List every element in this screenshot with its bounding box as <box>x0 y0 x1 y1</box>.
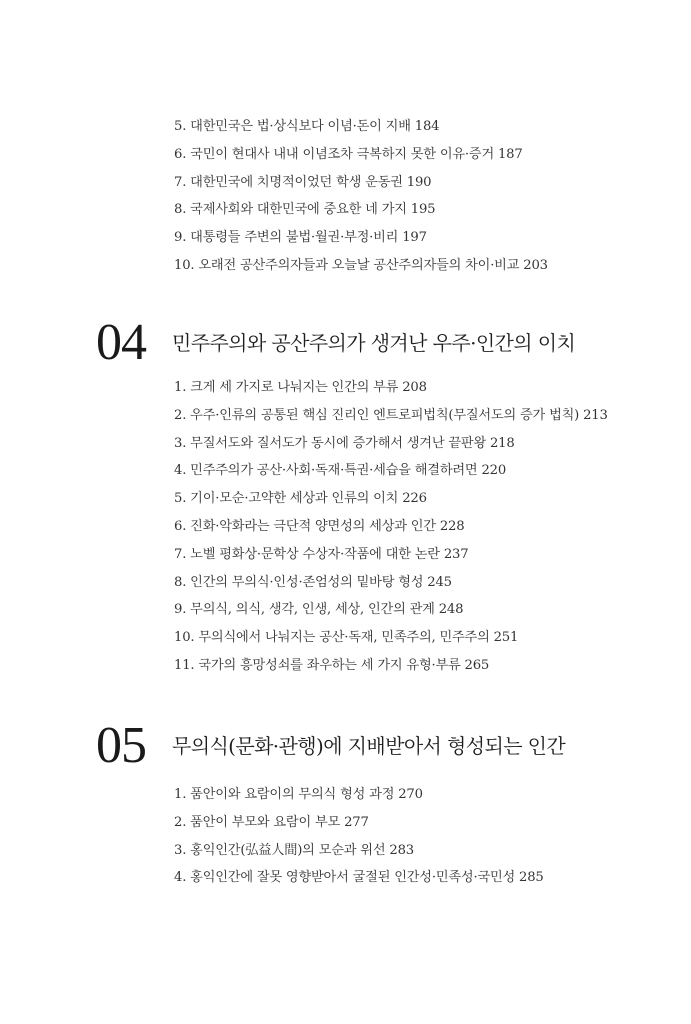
toc-list-chapter-05 <box>174 781 674 892</box>
toc-entry[interactable]: 10. 무의식에서 나눠지는 공산·독재, 민족주의, 민주주의 251 <box>174 630 519 646</box>
toc-entry[interactable]: 5. 기이·모순·고약한 세상과 인류의 이치 226 <box>174 491 427 507</box>
chapter-heading-05 <box>96 717 566 774</box>
toc-entry[interactable]: 9. 무의식, 의식, 생각, 인생, 세상, 인간의 관계 248 <box>174 602 464 618</box>
chapter-heading-04 <box>96 314 576 371</box>
chapter-title[interactable]: 민주주의와 공산주의가 생겨난 우주·인간의 이치 <box>172 330 576 355</box>
chapter-number: 05 <box>96 717 146 774</box>
toc-entry[interactable]: 7. 노벨 평화상·문학상 수상자·작품에 대한 논란 237 <box>174 546 469 562</box>
toc-entry[interactable]: 4. 민주주의가 공산·사회·독재·특권·세습을 해결하려면 220 <box>174 463 507 479</box>
toc-entry[interactable]: 8. 국제사회와 대한민국에 중요한 네 가지 195 <box>174 202 436 218</box>
chapter-title[interactable]: 무의식(문화·관행)에 지배받아서 형성되는 인간 <box>172 733 566 758</box>
toc-entry[interactable]: 8. 인간의 무의식·인성·존엄성의 밑바탕 형성 245 <box>174 574 452 590</box>
toc-entry[interactable]: 2. 우주·인류의 공통된 핵심 진리인 엔트로피법칙(무질서도의 증가 법칙) 213 <box>174 407 608 423</box>
toc-entry[interactable]: 6. 국민이 현대사 내내 이념조차 극복하지 못한 이유·증거 187 <box>174 146 523 162</box>
chapter-number: 04 <box>96 314 146 371</box>
toc-entry[interactable]: 3. 무질서도와 질서도가 동시에 증가해서 생겨난 끝판왕 218 <box>174 435 515 451</box>
toc-entry[interactable]: 9. 대통령들 주변의 불법·월권·부정·비리 197 <box>174 230 427 246</box>
toc-entry[interactable]: 6. 진화·악화라는 극단적 양면성의 세상과 인간 228 <box>174 518 465 534</box>
toc-list-previous-chapter <box>174 113 674 280</box>
toc-entry[interactable]: 4. 홍익인간에 잘못 영향받아서 굴절된 인간성·민족성·국민성 285 <box>174 870 544 886</box>
toc-entry[interactable]: 2. 품안이 부모와 요람이 부모 277 <box>174 814 369 830</box>
toc-entry[interactable]: 10. 오래전 공산주의자들과 오늘날 공산주의자들의 차이·비교 203 <box>174 257 548 273</box>
toc-entry[interactable]: 5. 대한민국은 법·상식보다 이념·돈이 지배 184 <box>174 119 440 134</box>
toc-entry[interactable]: 7. 대한민국에 치명적이었던 학생 운동권 190 <box>174 174 432 190</box>
toc-entry[interactable]: 3. 홍익인간(弘益人間)의 모순과 위선 283 <box>174 842 414 858</box>
toc-entry[interactable]: 1. 품안이와 요람이의 무의식 형성 과정 270 <box>174 787 423 802</box>
toc-entry[interactable]: 1. 크게 세 가지로 나눠지는 인간의 부류 208 <box>174 380 427 395</box>
toc-entry[interactable]: 11. 국가의 흥망성쇠를 좌우하는 세 가지 유형·부류 265 <box>174 657 490 673</box>
toc-list-chapter-04 <box>174 374 674 680</box>
